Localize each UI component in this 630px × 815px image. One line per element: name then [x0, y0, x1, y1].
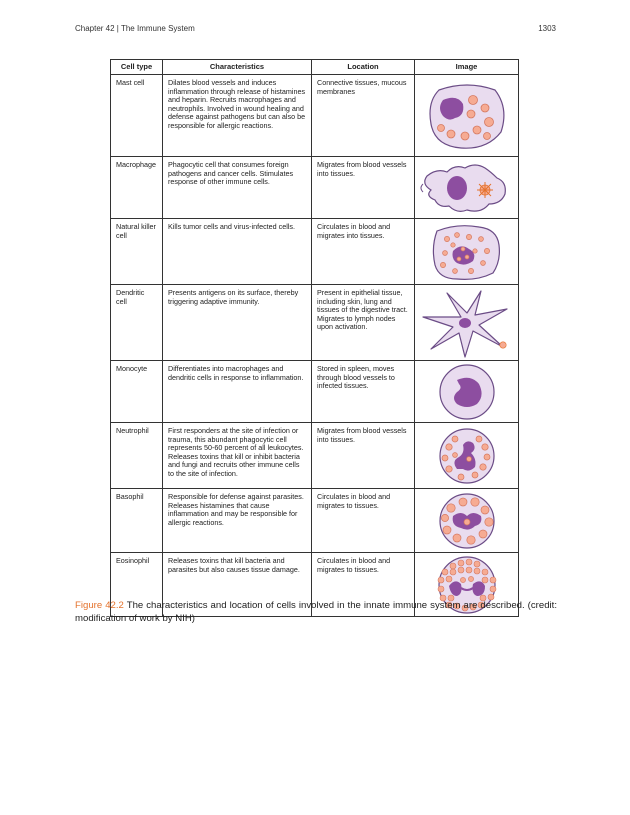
cell-location: Circulates in blood and migrates to tissues. [312, 489, 415, 553]
neutrophil-illustration [417, 425, 517, 487]
dendritic-cell-illustration [417, 287, 517, 359]
cell-characteristics: Releases toxins that kill bacteria and parasites but also causes tissue damage. [163, 553, 312, 617]
running-header [75, 24, 556, 38]
column-header: Image [415, 60, 519, 75]
table-row [111, 75, 519, 157]
table-row [111, 423, 519, 489]
cell-type: Eosinophil [111, 553, 163, 617]
caption-text: The characteristics and location of cells involved in the innate immune system are described. (credit: modification of work by NIH) [75, 600, 558, 624]
cell-type: Natural killer cell [111, 219, 163, 285]
cell-location: Migrates from blood vessels into tissues. [312, 157, 415, 219]
cell-location: Circulates in blood and migrates into tissues. [312, 219, 415, 285]
page-number: 1303 [538, 24, 556, 33]
basophil-illustration [417, 490, 517, 552]
cell-type: Mast cell [111, 75, 163, 157]
column-header: Cell type [111, 60, 163, 75]
column-header: Characteristics [163, 60, 312, 75]
figure-label: Figure 42.2 [75, 600, 124, 611]
cell-location: Migrates from blood vessels into tissues. [312, 423, 415, 489]
cell-characteristics: First responders at the site of infection or trauma, this abundant phagocytic cell represents 50-60 percent of all leukocytes. Releases toxins that kill or inhibit bacteria and fungi and recruits other immune cells to the site of infection. [163, 423, 312, 489]
chapter-title: Chapter 42 | The Immune System [75, 24, 195, 33]
cell-characteristics: Responsible for defense against parasites. Releases histamines that cause inflammation and may be responsible for allergic reactions. [163, 489, 312, 553]
cell-characteristics: Presents antigens on its surface, thereby triggering adaptive immunity. [163, 285, 312, 361]
innate-immune-cells-table [110, 59, 519, 617]
monocyte-illustration [417, 362, 517, 422]
table-header-row [111, 60, 519, 75]
cell-location: Connective tissues, mucous membranes [312, 75, 415, 157]
macrophage-illustration [417, 160, 517, 216]
cell-location: Present in epithelial tissue, including skin, lung and tissues of the digestive tract. Migrates to lymph nodes upon activation. [312, 285, 415, 361]
cell-characteristics: Differentiates into macrophages and dendritic cells in response to inflammation. [163, 361, 312, 423]
cell-type: Dendritic cell [111, 285, 163, 361]
cell-location: Circulates in blood and migrates to tissues. [312, 553, 415, 617]
cell-type: Basophil [111, 489, 163, 553]
table-row [111, 285, 519, 361]
figure-caption [75, 599, 557, 625]
table-row [111, 361, 519, 423]
cell-type: Monocyte [111, 361, 163, 423]
table-row [111, 489, 519, 553]
natural-killer-cell-illustration [417, 221, 517, 283]
cell-location: Stored in spleen, moves through blood vessels to infected tissues. [312, 361, 415, 423]
table-row [111, 219, 519, 285]
cell-characteristics: Dilates blood vessels and induces inflammation through release of histamines and heparin. Recruits macrophages and neutrophils. Involved in wound healing and defense against pathogens but can also be responsible for allergic reactions. [163, 75, 312, 157]
table-row [111, 157, 519, 219]
cell-characteristics: Phagocytic cell that consumes foreign pathogens and cancer cells. Stimulates response of other immune cells. [163, 157, 312, 219]
column-header: Location [312, 60, 415, 75]
cell-type: Neutrophil [111, 423, 163, 489]
mast-cell-illustration [417, 78, 517, 154]
cell-characteristics: Kills tumor cells and virus-infected cells. [163, 219, 312, 285]
cell-type: Macrophage [111, 157, 163, 219]
